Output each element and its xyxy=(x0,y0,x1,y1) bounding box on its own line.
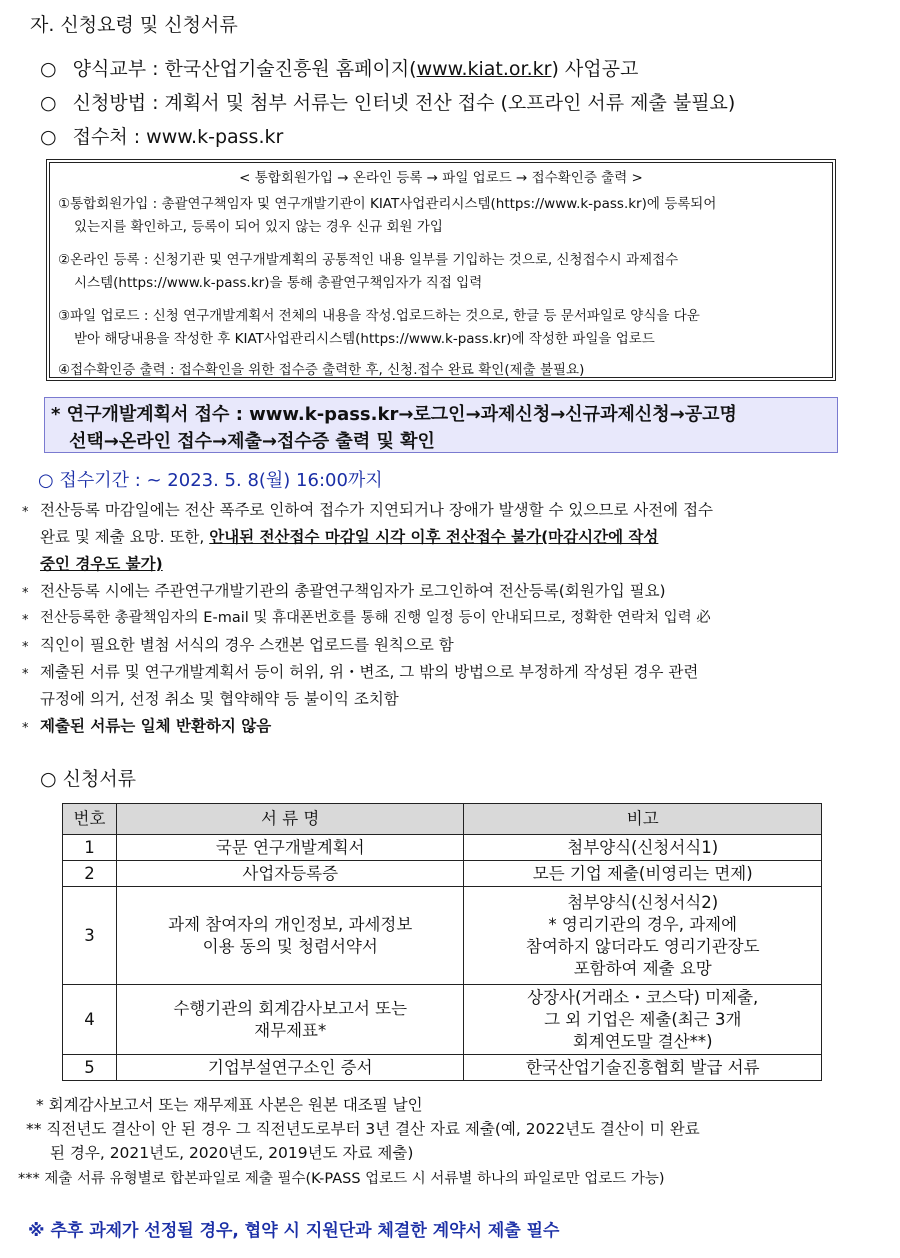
note-2: 전산등록 시에는 주관연구개발기관의 총괄연구책임자가 로그인하여 전산등록(회원가입 필요) xyxy=(40,582,666,600)
table-header-row xyxy=(63,804,822,835)
note-star: * xyxy=(22,640,29,655)
note-1-emphasis: 안내된 전산접수 마감일 시각 이후 전산접수 불가(마감시간에 작성 xyxy=(209,528,659,546)
row-number: 3 xyxy=(63,887,117,985)
row-document xyxy=(116,887,464,985)
note-5-line-2: 규정에 의거, 선정 취소 및 협약해약 등 불이익 조치함 xyxy=(40,690,399,708)
step-1-line-1: ①통합회원가입 : 총괄연구책임자 및 연구개발기관이 KIAT사업관리시스템(https://www.k-pass.kr)에 등록되어 xyxy=(58,196,717,212)
bullet-form-distribution xyxy=(40,54,638,81)
row-remark xyxy=(464,887,822,985)
step-3-line-1: ③파일 업로드 : 신청 연구개발계획서 전체의 내용을 작성.업로드하는 것으로, 한글 등 문서파일로 양식을 다운 xyxy=(58,308,700,324)
table-row xyxy=(63,887,822,985)
note-1-plain: 완료 및 제출 요망. 또한, xyxy=(40,528,210,546)
section-title: 자. 신청요령 및 신청서류 xyxy=(30,14,238,36)
bullet-reception xyxy=(40,122,283,149)
header-number: 번호 xyxy=(63,804,117,835)
note-1-line-2 xyxy=(40,524,866,551)
row-document-line: 수행기관의 회계감사보고서 또는 xyxy=(173,998,408,1018)
row-document-line: 재무제표* xyxy=(254,1020,327,1040)
row-document-line: 이용 동의 및 청렴서약서 xyxy=(202,936,378,956)
row-remark-line: * 영리기관의 경우, 과제에 xyxy=(548,914,738,934)
row-number: 2 xyxy=(63,861,117,887)
row-remark-line: 포함하여 제출 요망 xyxy=(573,958,712,978)
note-5-line-1: 제출된 서류 및 연구개발계획서 등이 허위, 위・변조, 그 밖의 방법으로 부정하게 작성된 경우 관련 xyxy=(40,663,699,681)
bullet-application-method xyxy=(40,88,735,115)
table-row xyxy=(63,835,822,861)
step-1-line-2: 있는지를 확인하고, 등록이 되어 있지 않는 경우 신규 회원 가입 xyxy=(74,219,443,235)
submission-highlight xyxy=(44,397,838,453)
note-1-line-3 xyxy=(40,551,866,578)
row-number: 4 xyxy=(63,985,117,1055)
row-remark: 첨부양식(신청서식1) xyxy=(464,835,822,861)
step-1 xyxy=(58,193,822,239)
row-document-line: 과제 참여자의 개인정보, 과세정보 xyxy=(168,914,413,934)
footnote-3: *** 제출 서류 유형별로 합본파일로 제출 필수(K-PASS 업로드 시 서류별 하나의 파일로만 업로드 가능) xyxy=(18,1171,665,1187)
step-2-line-2: 시스템(https://www.k-pass.kr)을 통해 총괄연구책임자가 직접 입력 xyxy=(74,275,483,291)
highlight-line-2: 선택→온라인 접수→제출→접수증 출력 및 확인 xyxy=(69,431,435,452)
step-3-line-2: 받아 해당내용을 작성한 후 KIAT사업관리시스템(https://www.k-pass.kr)에 작성한 파일을 업로드 xyxy=(74,331,655,347)
row-document xyxy=(116,985,464,1055)
documents-heading: ○ 신청서류 xyxy=(40,768,137,790)
header-document-name: 서 류 명 xyxy=(116,804,464,835)
kiat-link[interactable]: www.kiat.or.kr xyxy=(416,58,552,80)
reception-text: 접수처 : www.k-pass.kr xyxy=(72,126,284,148)
header-remarks: 비고 xyxy=(464,804,822,835)
note-4: 직인이 필요한 별첨 서식의 경우 스캔본 업로드를 원칙으로 함 xyxy=(40,636,454,654)
step-3 xyxy=(58,305,822,351)
row-number: 5 xyxy=(63,1055,117,1081)
row-remark-line: 상장사(거래소・코스닥) 미제출, xyxy=(527,987,759,1007)
note-3: 전산등록한 총괄책임자의 E-mail 및 휴대폰번호를 통해 진행 일정 등이 안내되므로, 정확한 연락처 입력 必 xyxy=(40,610,711,626)
row-remark: 모든 기업 제출(비영리는 면제) xyxy=(464,861,822,887)
step-4 xyxy=(58,359,822,382)
procedure-box xyxy=(46,159,836,381)
note-star: * xyxy=(22,613,29,628)
row-number: 1 xyxy=(63,835,117,861)
row-remark-line: 회계연도말 결산**) xyxy=(572,1031,713,1051)
table-row xyxy=(63,861,822,887)
table-row xyxy=(63,985,822,1055)
note-5 xyxy=(40,659,866,713)
note-1-line-1: 전산등록 마감일에는 전산 폭주로 인하여 접수가 지연되거나 장애가 발생할 수 있으므로 사전에 접수 xyxy=(40,501,714,519)
row-remark xyxy=(464,985,822,1055)
form-label: 양식교부 : 한국산업기술진흥원 홈페이지( xyxy=(72,58,417,80)
step-2-line-1: ②온라인 등록 : 신청기관 및 연구개발계획의 공통적인 내용 일부를 기입하는 것으로, 신청접수시 과제접수 xyxy=(58,252,679,268)
row-document: 기업부설연구소인 증서 xyxy=(116,1055,464,1081)
note-star: * xyxy=(22,721,29,736)
note-6: 제출된 서류는 일체 반환하지 않음 xyxy=(40,717,272,735)
note-star: * xyxy=(22,586,29,601)
procedure-box-inner xyxy=(49,162,833,378)
row-remark-line: 참여하지 않더라도 영리기관장도 xyxy=(525,936,760,956)
note-star: * xyxy=(22,667,29,682)
table-row xyxy=(63,1055,822,1081)
method-text: 신청방법 : 계획서 및 첨부 서류는 인터넷 전산 접수 (오프라인 서류 제출 불필요) xyxy=(72,92,736,114)
final-note: ※ 추후 과제가 선정될 경우, 협약 시 지원단과 체결한 계약서 제출 필수 xyxy=(28,1221,560,1241)
procedure-header: < 통합회원가입 → 온라인 등록 → 파일 업로드 → 접수확인증 출력 > xyxy=(239,170,643,186)
deadline: ○ 접수기간 : ~ 2023. 5. 8(월) 16:00까지 xyxy=(38,470,383,491)
step-4-line-1: ④접수확인증 출력 : 접수확인을 위한 접수증 출력한 후, 신청.접수 완료 확인(제출 불필요) xyxy=(58,362,585,378)
footnote-2-line-2: 된 경우, 2021년도, 2020년도, 2019년도 자료 제출) xyxy=(50,1144,414,1162)
bullet-mark: ○ xyxy=(40,58,57,80)
documents-table xyxy=(62,803,822,1081)
highlight-line-1: * 연구개발계획서 접수 : www.k-pass.kr→로그인→과제신청→신규과제신청→공고명 xyxy=(51,404,737,425)
bullet-mark: ○ xyxy=(40,92,57,114)
bullet-mark: ○ xyxy=(40,126,57,148)
footnote-1: * 회계감사보고서 또는 재무제표 사본은 원본 대조필 날인 xyxy=(36,1096,423,1114)
row-document: 사업자등록증 xyxy=(116,861,464,887)
step-2 xyxy=(58,249,822,295)
footnote-2-line-1: ** 직전년도 결산이 안 된 경우 그 직전년도로부터 3년 결산 자료 제출(예, 2022년도 결산이 미 완료 xyxy=(26,1120,700,1138)
row-remark: 한국산업기술진흥협회 발급 서류 xyxy=(464,1055,822,1081)
note-1 xyxy=(40,497,866,578)
row-remark-line: 그 외 기업은 제출(최근 3개 xyxy=(544,1009,742,1029)
note-1-emphasis-cont: 중인 경우도 불가) xyxy=(40,555,163,573)
form-suffix: ) 사업공고 xyxy=(551,58,639,80)
row-remark-line: 첨부양식(신청서식2) xyxy=(567,892,719,912)
row-document: 국문 연구개발계획서 xyxy=(116,835,464,861)
note-star: * xyxy=(22,505,29,520)
